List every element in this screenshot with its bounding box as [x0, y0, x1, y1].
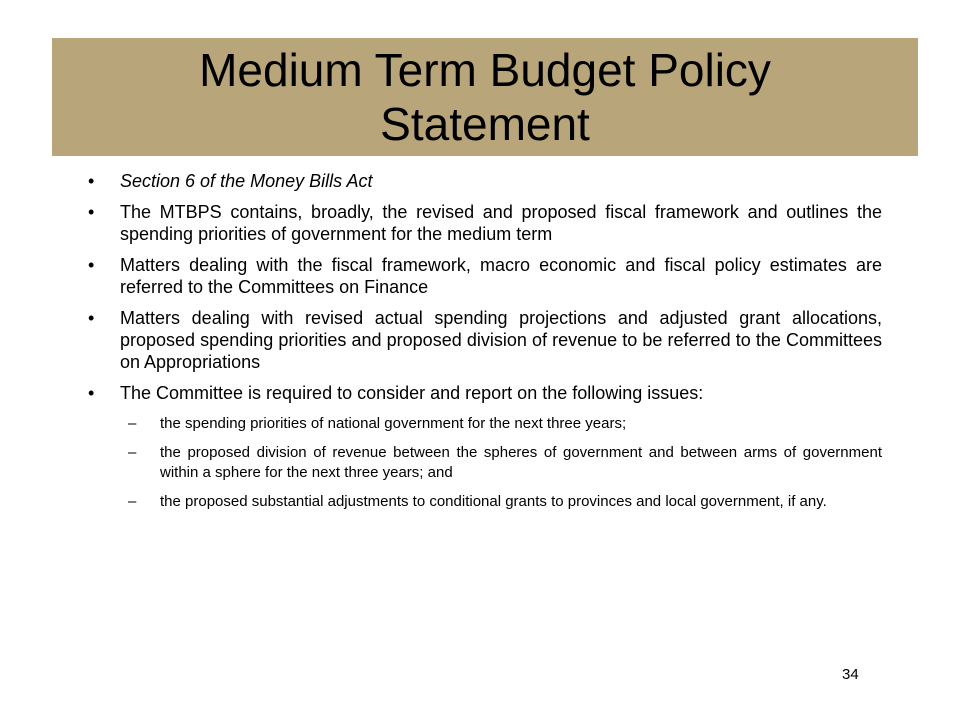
- bullet-list: [88, 170, 882, 512]
- bullet-item: [88, 170, 882, 192]
- bullet-item: [88, 307, 882, 373]
- sub-bullet-text: the spending priorities of national government for the next three years;: [160, 415, 627, 432]
- slide-title-line-1: Medium Term Budget Policy: [199, 44, 771, 96]
- bullet-marker: •: [88, 171, 95, 191]
- sub-bullet-marker: –: [128, 415, 137, 432]
- bullet-marker: •: [88, 308, 95, 328]
- bullet-text: Section 6 of the Money Bills Act: [120, 171, 373, 191]
- bullet-text: The Committee is required to consider and report on the following issues:: [120, 383, 704, 403]
- sub-bullet-list: [120, 414, 882, 512]
- sub-bullet-item: [120, 443, 882, 483]
- sub-bullet-marker: –: [128, 444, 137, 461]
- title-band: [52, 38, 918, 156]
- sub-bullet-item: [120, 414, 882, 434]
- sub-bullet-text: the proposed substantial adjustments to conditional grants to provinces and local government, if any.: [160, 493, 827, 510]
- bullet-marker: •: [88, 202, 95, 222]
- bullet-item: [88, 382, 882, 512]
- bullet-marker: •: [88, 383, 95, 403]
- sub-bullet-item: [120, 492, 882, 512]
- bullet-item: [88, 254, 882, 298]
- slide-body: [88, 170, 882, 521]
- bullet-text: The MTBPS contains, broadly, the revised and proposed fiscal framework and outlines the spending priorities of government for the medium term: [120, 202, 882, 244]
- bullet-text: Matters dealing with revised actual spending projections and adjusted grant allocations, proposed spending priorities and proposed division of revenue to be referred to the Committees on Appropriations: [120, 308, 882, 372]
- bullet-text: Matters dealing with the fiscal framework, macro economic and fiscal policy estimates are referred to the Committees on Finance: [120, 255, 882, 297]
- bullet-marker: •: [88, 255, 95, 275]
- slide-title-line-2: Statement: [380, 98, 590, 150]
- page-number: 34: [842, 666, 859, 683]
- sub-bullet-text: the proposed division of revenue between the spheres of government and between arms of government within a sphere for the next three years; and: [160, 444, 882, 481]
- sub-bullet-marker: –: [128, 493, 137, 510]
- bullet-item: [88, 201, 882, 245]
- slide-title: [199, 43, 771, 151]
